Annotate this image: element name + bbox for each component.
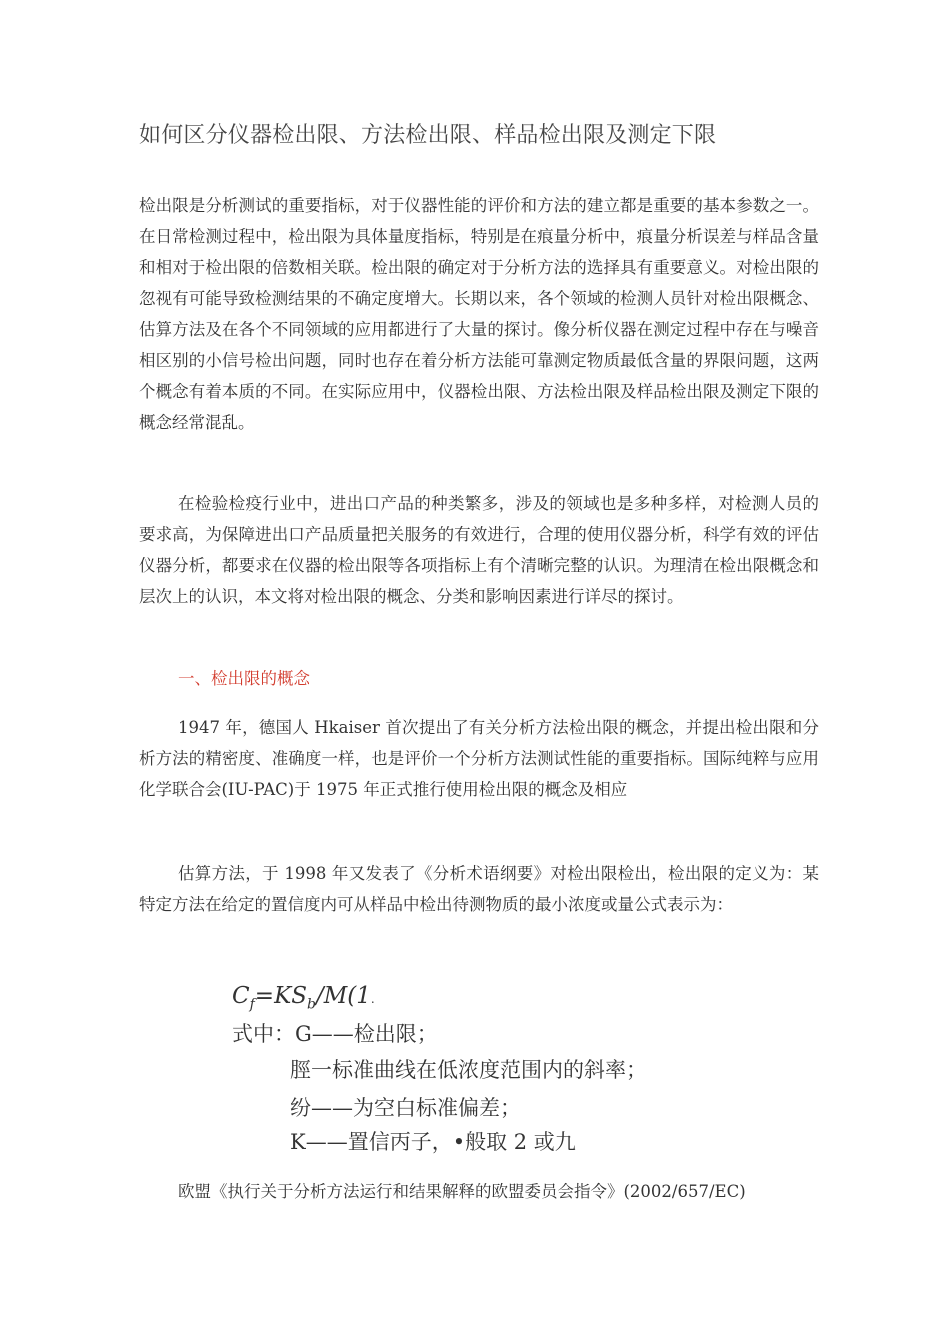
- formula-line-slope: 脛一标准曲线在低浓度范围内的斜率；: [290, 1058, 647, 1082]
- document-title: 如何区分仪器检出限、方法检出限、样品检出限及测定下限: [139, 123, 717, 148]
- formula-dot: .: [370, 992, 375, 1006]
- paragraph-definition: 估算方法，于 1998 年又发表了《分析术语纲要》对检出限检出，检出限的定义为：某特定方法在给定的置信度内可从样品中检出待测物质的最小浓度或量公式表示为：: [139, 864, 819, 914]
- formula-c-subscript: f: [249, 996, 255, 1013]
- paragraph-intro: 检出限是分析测试的重要指标，对于仪器性能的评价和方法的建立都是重要的基本参数之一。在日常检测过程中，检出限为具体量度指标，特别是在痕量分析中，痕量分析误差与样品含量和相对于检出限的倍数相关联。检出限的确定对于分析方法的选择具有重要意义。对检出限的忽视有可能导致检测结果的不确定度增大。长期以来，各个领域的检测人员针对检出限概念、估算方法及在各个不同领域的应用都进行了大量的探讨。像分析仪器在测定过程中存在与噪音相区别的小信号检出问题，同时也存在着分析方法能可靠测定物质最低含量的界限问题，这两个概念有着本质的不同。在实际应用中，仪器检出限、方法检出限及样品检出限及测定下限的概念经常混乱。: [139, 196, 819, 432]
- formula-equation: [232, 983, 375, 1013]
- paragraph-inspection: 在检验检疫行业中，进出口产品的种类繁多，涉及的领域也是多种多样，对检测人员的要求高，为保障进出口产品质量把关服务的有效进行，合理的使用仪器分析，科学有效的评估仪器分析，都要求在仪器的检出限等各项指标上有个清晰完整的认识。为理清在检出限概念和层次上的认识，本文将对检出限的概念、分类和影响因素进行详尽的探讨。: [139, 494, 819, 606]
- section-heading: 一、检出限的概念: [178, 669, 310, 688]
- paragraph-eu-directive: 欧盟《执行关于分析方法运行和结果解释的欧盟委员会指令》(2002/657/EC): [178, 1182, 746, 1201]
- formula-s-subscript: b: [307, 996, 316, 1013]
- formula-rest: /M(1: [315, 983, 371, 1009]
- formula-line-where: 式中：G——检出限；: [232, 1022, 438, 1046]
- formula-line-blank-deviation: 纷——为空白标准偏差；: [290, 1096, 521, 1120]
- formula-c: C: [232, 983, 250, 1009]
- formula-eq: =KS: [254, 983, 308, 1009]
- paragraph-history: 1947 年，德国人 Hkaiser 首次提出了有关分析方法检出限的概念，并提出检出限和分析方法的精密度、准确度一样，也是评价一个分析方法测试性能的重要指标。国际纯粹与应用化学联合会(IU-PAC)于 1975 年正式推行使用检出限的概念及相应: [139, 718, 819, 799]
- formula-line-confidence: K——置信丙子，•般取 2 或九: [290, 1130, 576, 1154]
